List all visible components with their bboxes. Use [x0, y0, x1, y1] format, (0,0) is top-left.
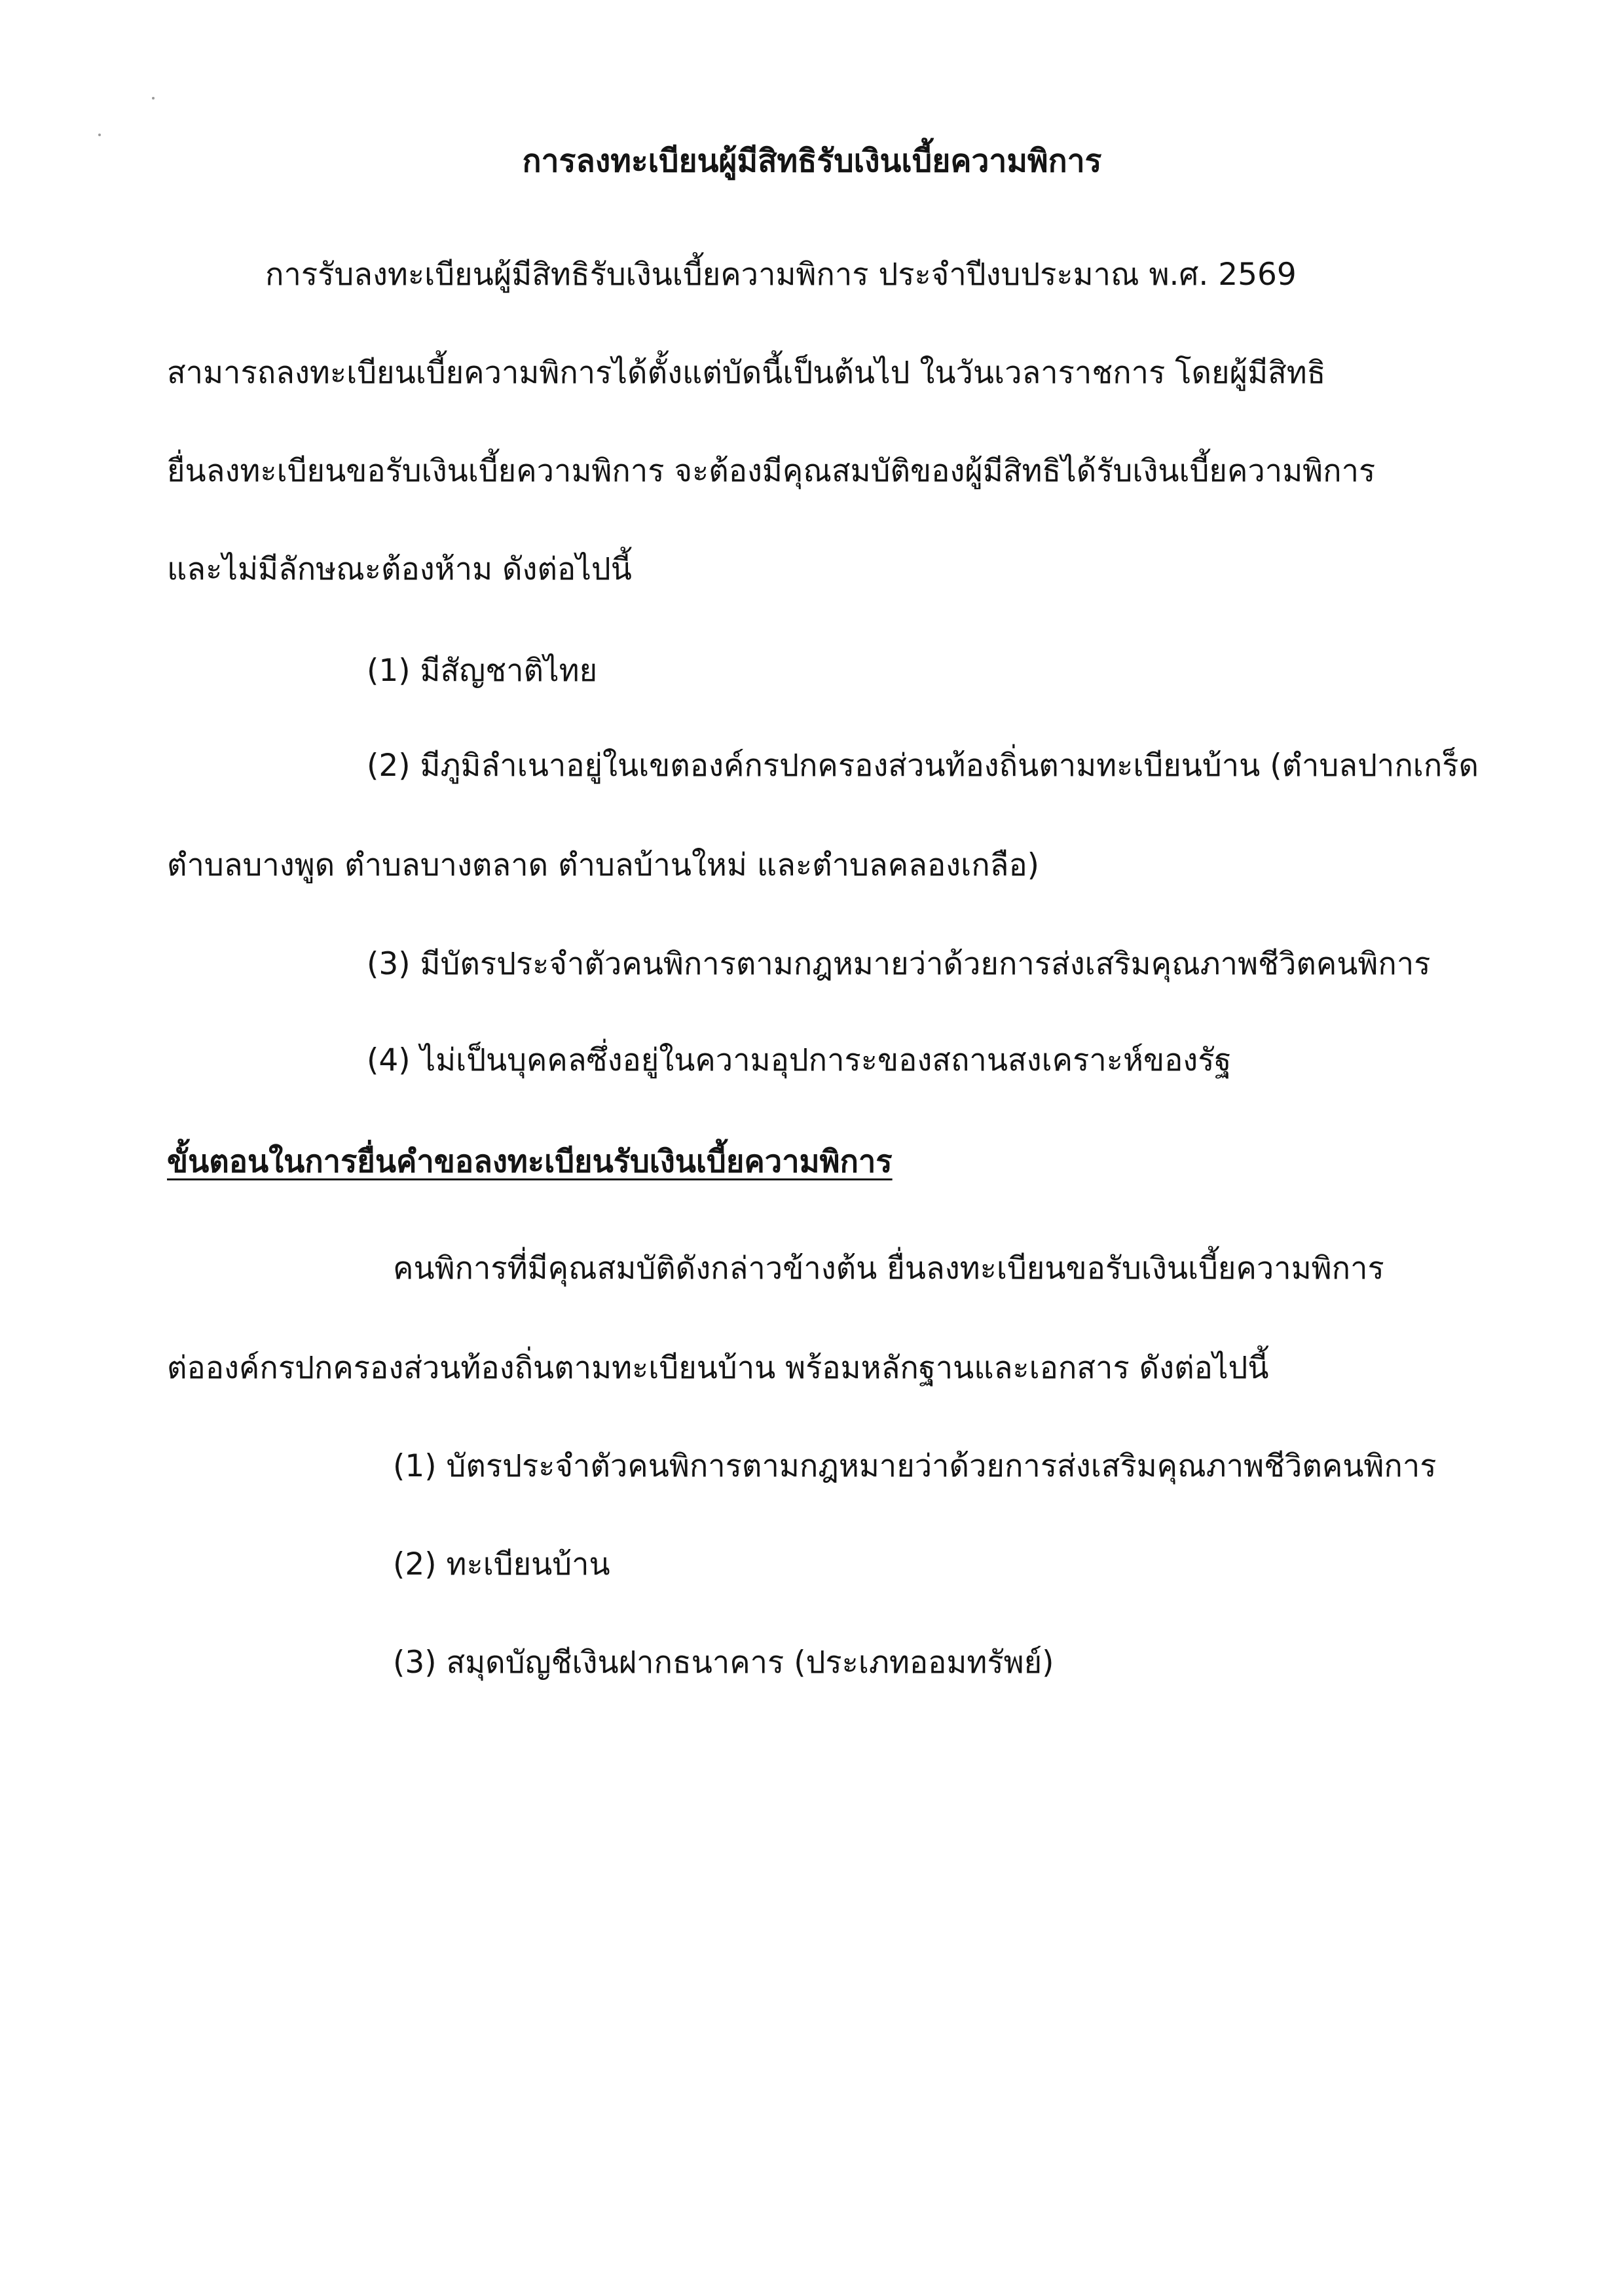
- qualification-item: (1) มีสัญชาติไทย: [367, 653, 598, 689]
- scan-speck: [152, 97, 155, 100]
- intro-line: สามารถลงทะเบียนเบี้ยความพิการได้ตั้งแต่บัดนี้เป็นต้นไป ในวันเวลาราชการ โดยผู้มีสิทธิ: [167, 355, 1326, 391]
- qualification-item: (3) มีบัตรประจำตัวคนพิการตามกฎหมายว่าด้วยการส่งเสริมคุณภาพชีวิตคนพิการ: [367, 946, 1431, 982]
- document-item: (3) สมุดบัญชีเงินฝากธนาคาร (ประเภทออมทรัพย์): [393, 1645, 1054, 1681]
- intro-line: การรับลงทะเบียนผู้มีสิทธิรับเงินเบี้ยความพิการ ประจำปีงบประมาณ พ.ศ. 2569: [265, 257, 1297, 293]
- intro-line: ยื่นลงทะเบียนขอรับเงินเบี้ยความพิการ จะต้องมีคุณสมบัติของผู้มีสิทธิได้รับเงินเบี้ยความพิการ: [167, 453, 1376, 489]
- document-title: การลงทะเบียนผู้มีสิทธิรับเงินเบี้ยความพิการ: [522, 143, 1102, 179]
- procedure-heading: ขั้นตอนในการยื่นคำขอลงทะเบียนรับเงินเบี้ยความพิการ: [167, 1144, 893, 1180]
- qualification-item-continued: ตำบลบางพูด ตำบลบางตลาด ตำบลบ้านใหม่ และตำบลคลองเกลือ): [167, 847, 1040, 883]
- qualification-item: (4) ไม่เป็นบุคคลซึ่งอยู่ในความอุปการะของสถานสงเคราะห์ของรัฐ: [367, 1042, 1232, 1078]
- procedure-line: คนพิการที่มีคุณสมบัติดังกล่าวข้างต้น ยื่นลงทะเบียนขอรับเงินเบี้ยความพิการ: [393, 1250, 1384, 1286]
- qualification-item: (2) มีภูมิลำเนาอยู่ในเขตองค์กรปกครองส่วนท้องถิ่นตามทะเบียนบ้าน (ตำบลปากเกร็ด: [367, 748, 1479, 784]
- intro-line: และไม่มีลักษณะต้องห้าม ดังต่อไปนี้: [167, 551, 632, 587]
- document-item: (1) บัตรประจำตัวคนพิการตามกฎหมายว่าด้วยการส่งเสริมคุณภาพชีวิตคนพิการ: [393, 1448, 1437, 1484]
- document-item: (2) ทะเบียนบ้าน: [393, 1546, 610, 1582]
- scan-speck: [98, 134, 101, 136]
- procedure-line: ต่อองค์กรปกครองส่วนท้องถิ่นตามทะเบียนบ้าน พร้อมหลักฐานและเอกสาร ดังต่อไปนี้: [167, 1350, 1269, 1386]
